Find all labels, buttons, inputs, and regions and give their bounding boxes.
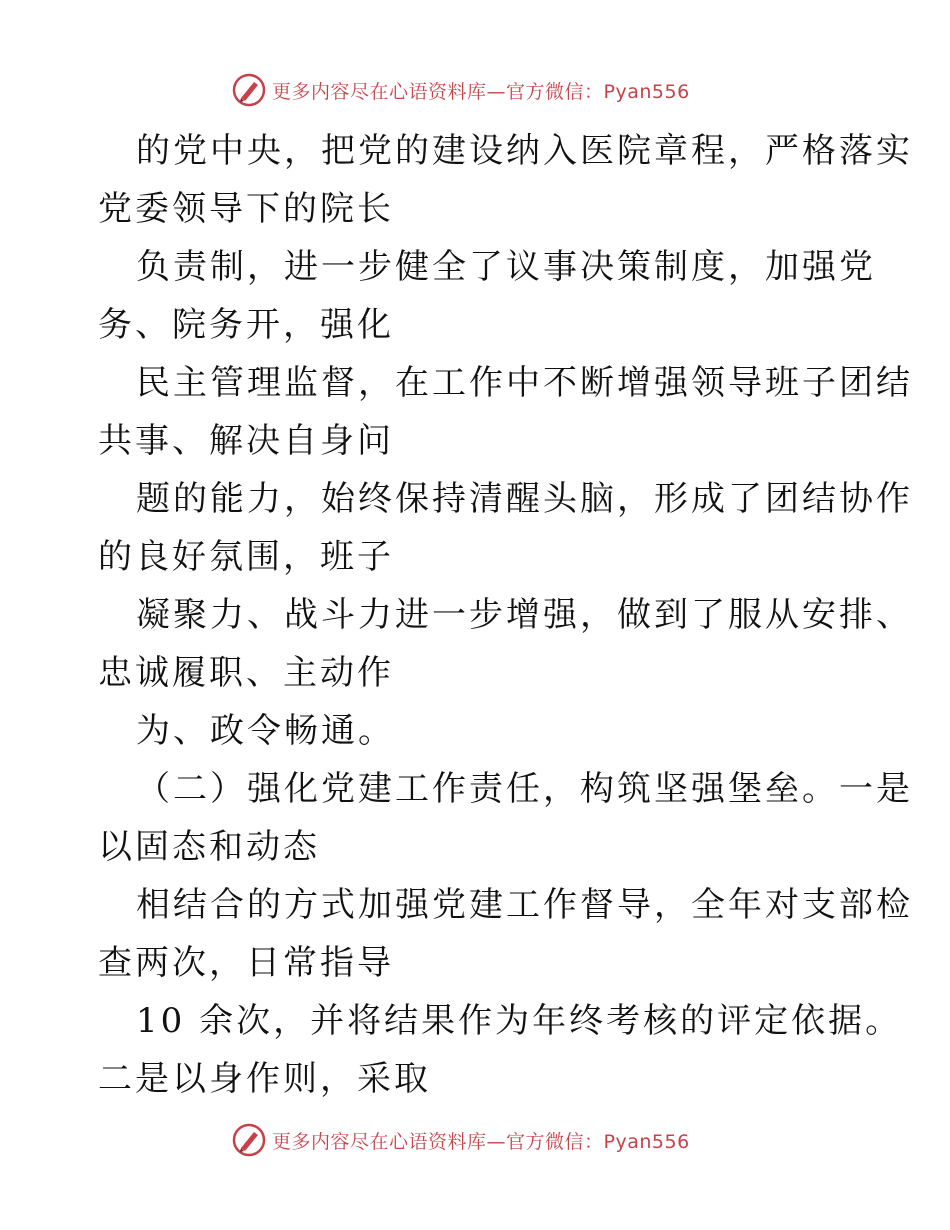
text-line: 的党中央，把党的建设纳入医院章程，严格落实 <box>136 131 913 171</box>
header-brand-text: 更多内容尽在心语资料库—官方微信：Pyan556 <box>272 80 690 103</box>
text-line: 以固态和动态 <box>98 827 320 867</box>
body-text <box>98 122 913 1108</box>
text-line: 民主管理监督，在工作中不断增强领导班子团结 <box>136 363 913 403</box>
page-header-watermark <box>232 70 690 110</box>
footer-brand-text: 更多内容尽在心语资料库—官方微信：Pyan556 <box>272 1130 690 1153</box>
text-line: 共事、解决自身问 <box>98 421 394 461</box>
page-footer-watermark <box>232 1120 690 1160</box>
text-line: 忠诚履职、主动作 <box>98 653 394 693</box>
text-line: 10 余次，并将结果作为年终考核的评定依据。 <box>136 1001 903 1041</box>
pen-seal-icon <box>232 1123 266 1157</box>
text-line: 的良好氛围，班子 <box>98 537 394 577</box>
text-line: 二是以身作则，采取 <box>98 1059 431 1099</box>
text-line: 题的能力，始终保持清醒头脑，形成了团结协作 <box>136 479 913 519</box>
text-line: 负责制，进一步健全了议事决策制度，加强党 <box>136 247 876 287</box>
text-line: 相结合的方式加强党建工作督导，全年对支部检 <box>136 885 913 925</box>
text-line: 凝聚力、战斗力进一步增强，做到了服从安排、 <box>136 595 913 635</box>
text-line: 为、政令畅通。 <box>136 711 395 751</box>
text-line: 党委领导下的院长 <box>98 189 394 229</box>
pen-seal-icon <box>232 73 266 107</box>
text-line: （二）强化党建工作责任，构筑坚强堡垒。一是 <box>136 769 913 809</box>
text-line: 务、院务开，强化 <box>98 305 394 345</box>
text-line: 查两次，日常指导 <box>98 943 394 983</box>
